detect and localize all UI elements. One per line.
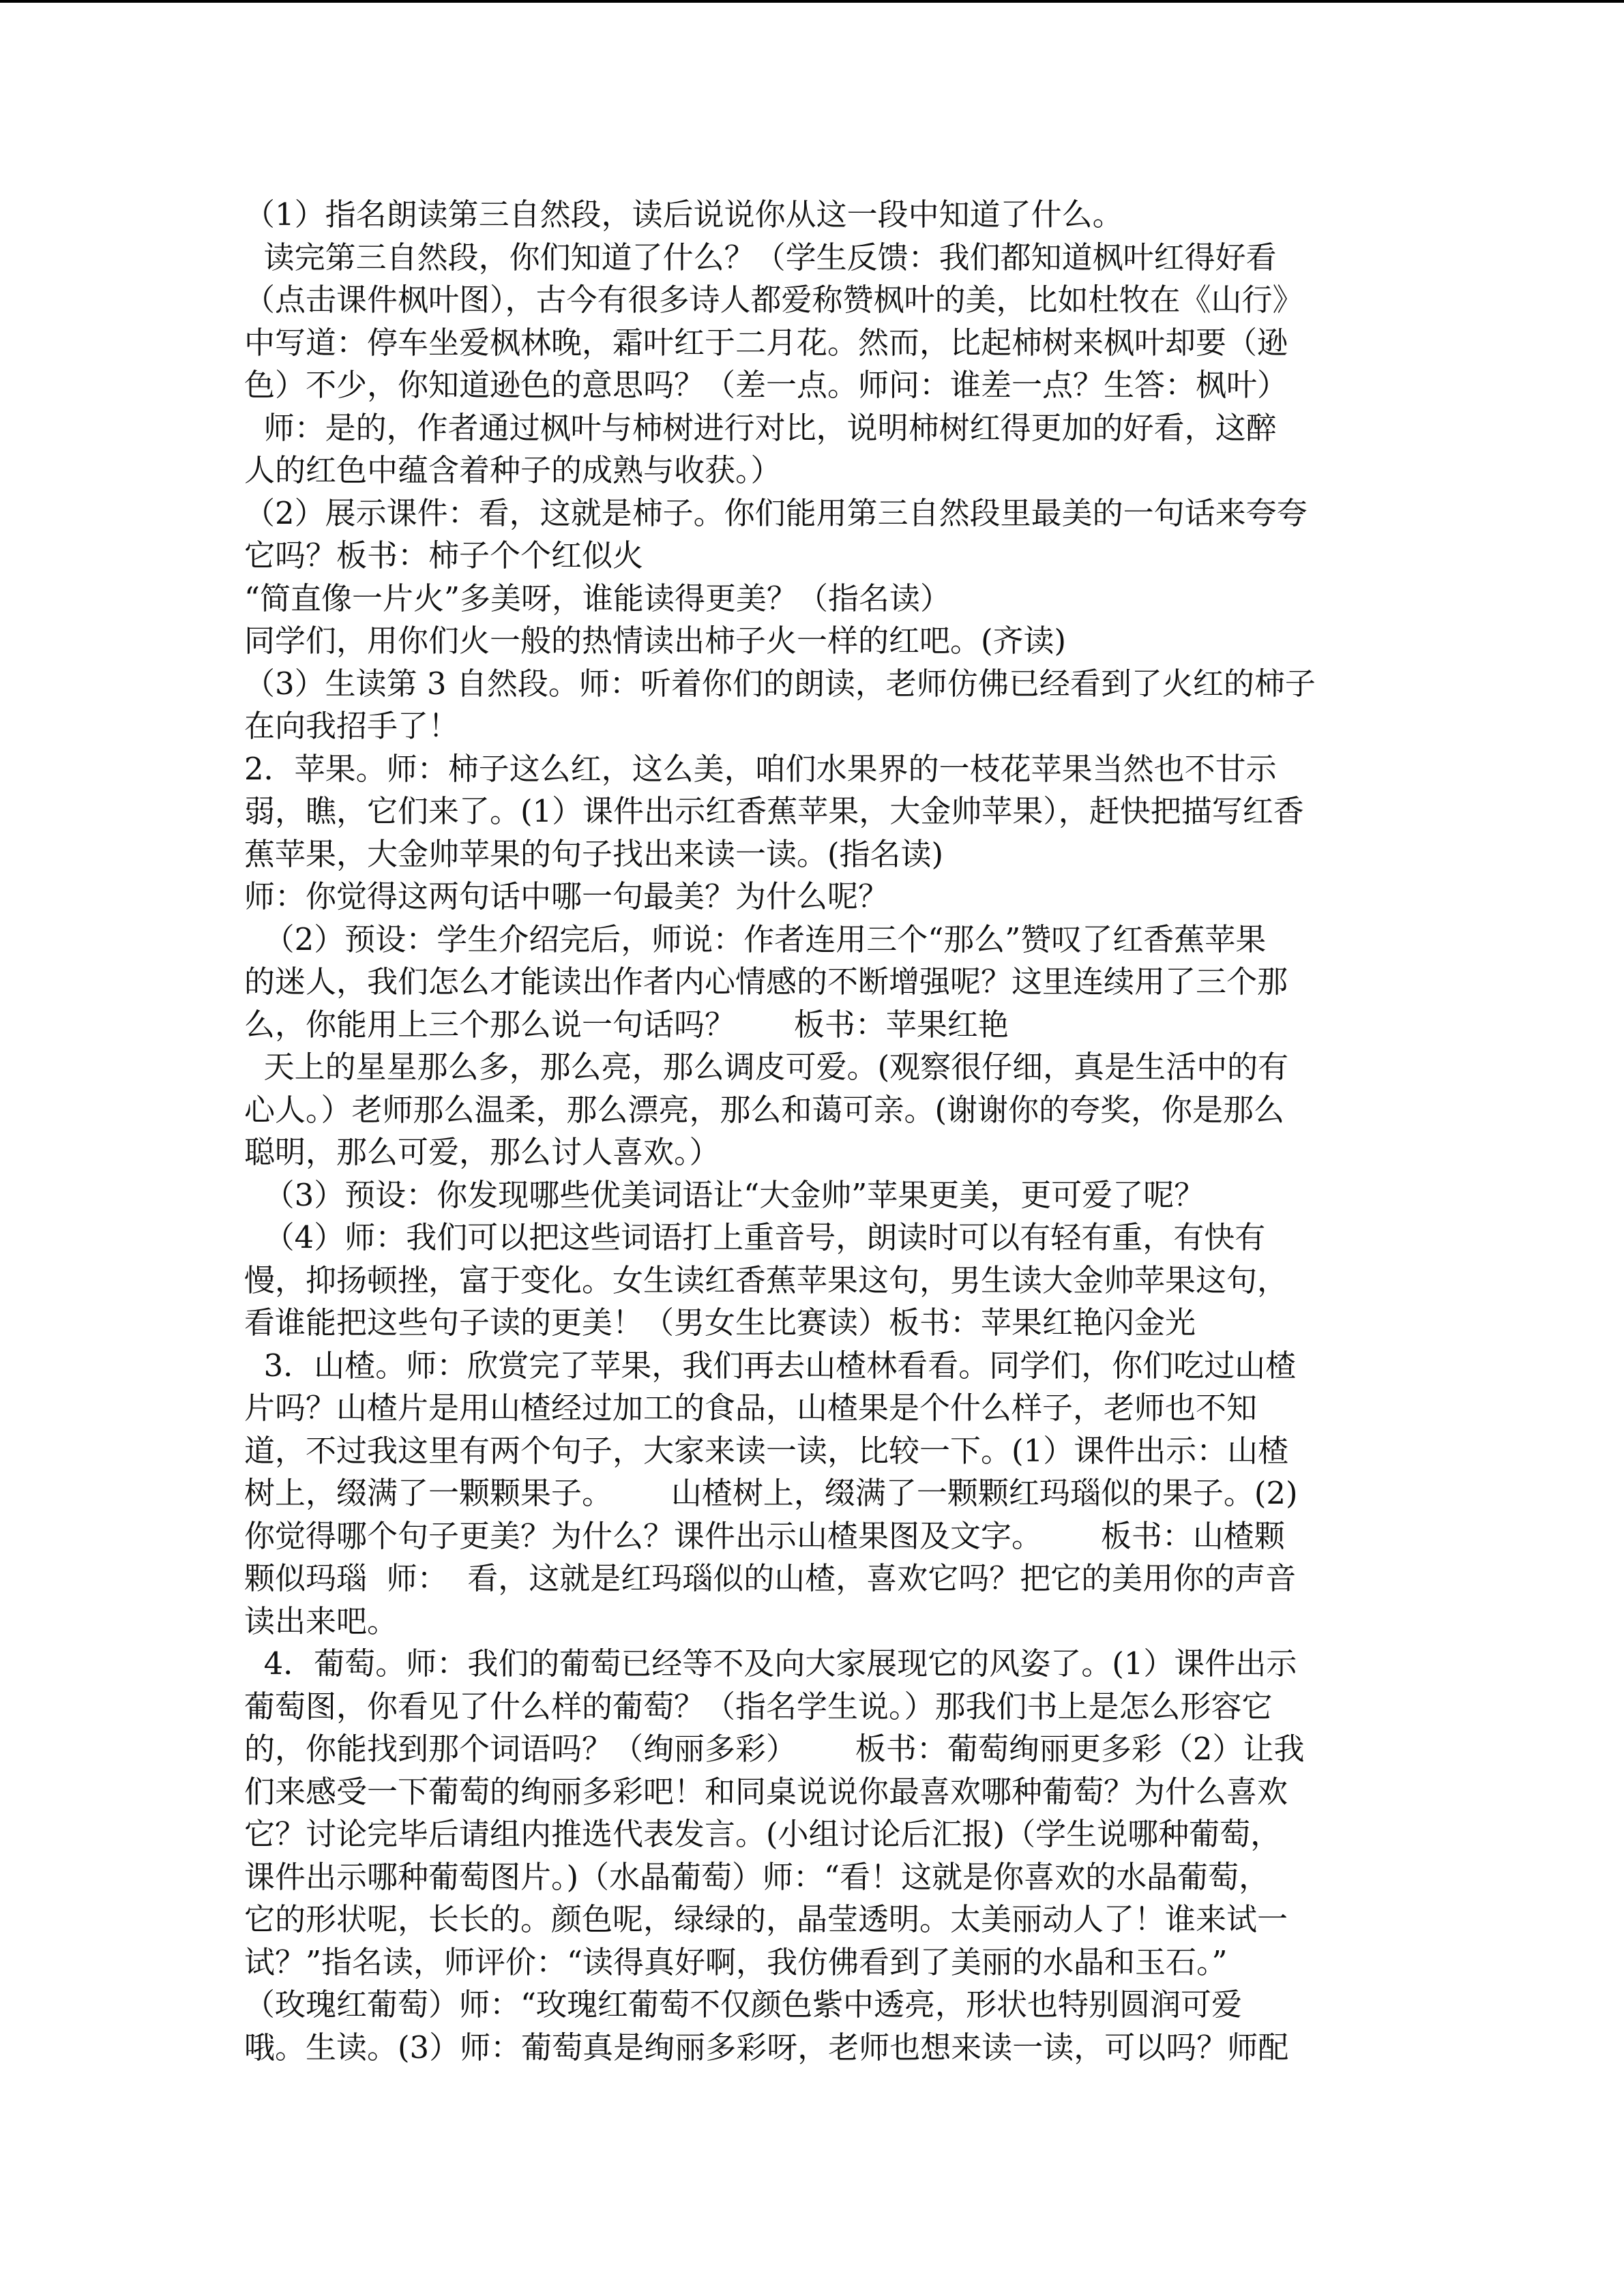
text-line: 色）不少，你知道逊色的意思吗？（差一点。师问：谁差一点？生答：枫叶）	[244, 367, 1288, 403]
text-line: “简直像一片火”多美呀，谁能读得更美？（指名读）	[244, 580, 951, 616]
text-line: 2．苹果。师：柿子这么红，这么美，咱们水果界的一枝花苹果当然也不甘示	[244, 750, 1277, 787]
text-line: 3．山楂。师：欣赏完了苹果，我们再去山楂林看看。同学们，你们吃过山楂	[244, 1347, 1297, 1384]
text-line: 读完第三自然段，你们知道了什么？（学生反馈：我们都知道枫叶红得好看	[244, 239, 1277, 275]
text-line: 的，你能找到那个词语吗？（绚丽多彩） 板书：葡萄绚丽更多彩（2）让我	[244, 1731, 1305, 1767]
text-line: 在向我招手了！	[244, 708, 460, 744]
text-line: 课件出示哪种葡萄图片。)（水晶葡萄）师：“看！这就是你喜欢的水晶葡萄，	[244, 1858, 1270, 1895]
text-line: 人的红色中蕴含着种子的成熟与收获。）	[244, 452, 782, 488]
text-line: 道，不过我这里有两个句子，大家来读一读，比较一下。(1）课件出示：山楂	[244, 1432, 1289, 1469]
text-line: 蕉苹果，大金帅苹果的句子找出来读一读。(指名读)	[244, 835, 944, 872]
text-line: 读出来吧。	[244, 1602, 398, 1639]
text-line: （1）指名朗读第三自然段，读后说说你从这一段中知道了什么。	[244, 196, 1123, 233]
text-line: （3）生读第 3 自然段。师：听着你们的朗读，老师仿佛已经看到了火红的柿子	[244, 665, 1316, 702]
text-line: 中写道：停车坐爱枫林晚，霜叶红于二月花。然而，比起柿树来枫叶却要（逊	[244, 324, 1288, 361]
text-line: 们来感受一下葡萄的绚丽多彩吧！和同桌说说你最喜欢哪种葡萄？为什么喜欢	[244, 1773, 1288, 1810]
text-line: 片吗？山楂片是用山楂经过加工的食品，山楂果是个什么样子，老师也不知	[244, 1390, 1258, 1426]
text-line: 哦。生读。(3）师：葡萄真是绚丽多彩呀，老师也想来读一读，可以吗？师配	[244, 2029, 1289, 2066]
text-line: 天上的星星那么多，那么亮，那么调皮可爱。(观察很仔细，真是生活中的有	[244, 1049, 1289, 1085]
text-line: 你觉得哪个句子更美？为什么？课件出示山楂果图及文字。 板书：山楂颗	[244, 1517, 1285, 1554]
text-line: （点击课件枫叶图），古今有很多诗人都爱称赞枫叶的美，比如杜牧在《山行》	[244, 282, 1303, 318]
text-line: （4）师：我们可以把这些词语打上重音号，朗读时可以有轻有重，有快有	[244, 1219, 1266, 1255]
text-line: 心人。）老师那么温柔，那么漂亮，那么和蔼可亲。(谢谢你的夸奖，你是那么	[244, 1091, 1285, 1128]
text-line: 同学们，用你们火一般的热情读出柿子火一样的红吧。(齐读)	[244, 623, 1067, 659]
text-line: 颗似玛瑙 师： 看，这就是红玛瑙似的山楂，喜欢它吗？把它的美用你的声音	[244, 1560, 1297, 1596]
text-line: 看谁能把这些句子读的更美！（男女生比赛读）板书：苹果红艳闪金光	[244, 1304, 1196, 1341]
document-body	[244, 194, 1397, 2069]
text-line: 葡萄图，你看见了什么样的葡萄？（指名学生说。）那我们书上是怎么形容它	[244, 1688, 1273, 1725]
text-line: 师：你觉得这两句话中哪一句最美？为什么呢？	[244, 878, 889, 914]
text-line: 它？讨论完毕后请组内推选代表发言。(小组讨论后汇报)（学生说哪种葡萄，	[244, 1816, 1282, 1852]
text-line: 它吗？板书：柿子个个红似火	[244, 537, 644, 573]
text-line: （3）预设：你发现哪些优美词语让“大金帅”苹果更美，更可爱了呢？	[244, 1176, 1205, 1213]
text-line: 么，你能用上三个那么说一句话吗？ 板书：苹果红艳	[244, 1006, 1009, 1043]
text-line: 慢，抑扬顿挫，富于变化。女生读红香蕉苹果这句，男生读大金帅苹果这句，	[244, 1262, 1288, 1298]
text-line: 4．葡萄。师：我们的葡萄已经等不及向大家展现它的风姿了。(1）课件出示	[244, 1645, 1297, 1682]
text-line: 弱，瞧，它们来了。(1）课件出示红香蕉苹果，大金帅苹果），赶快把描写红香	[244, 793, 1304, 829]
text-line: 试？”指名读，师评价：“读得真好啊，我仿佛看到了美丽的水晶和玉石。”	[244, 1943, 1228, 1980]
text-line: 它的形状呢，长长的。颜色呢，绿绿的，晶莹透明。太美丽动人了！谁来试一	[244, 1901, 1288, 1937]
text-line: 的迷人，我们怎么才能读出作者内心情感的不断增强呢？这里连续用了三个那	[244, 964, 1288, 1000]
text-line: （2）预设：学生介绍完后，师说：作者连用三个“那么”赞叹了红香蕉苹果	[244, 921, 1267, 957]
text-line: 聪明，那么可爱，那么讨人喜欢。）	[244, 1134, 720, 1170]
text-line: （玫瑰红葡萄）师：“玫瑰红葡萄不仅颜色紫中透亮，形状也特别圆润可爱	[244, 1986, 1243, 2023]
text-line: 师：是的，作者通过枫叶与柿树进行对比，说明柿树红得更加的好看，这醉	[244, 409, 1277, 446]
text-line: 树上，缀满了一颗颗果子。 山楂树上，缀满了一颗颗红玛瑙似的果子。(2)	[244, 1475, 1298, 1511]
text-line: （2）展示课件：看，这就是柿子。你们能用第三自然段里最美的一句话来夸夸	[244, 494, 1308, 531]
